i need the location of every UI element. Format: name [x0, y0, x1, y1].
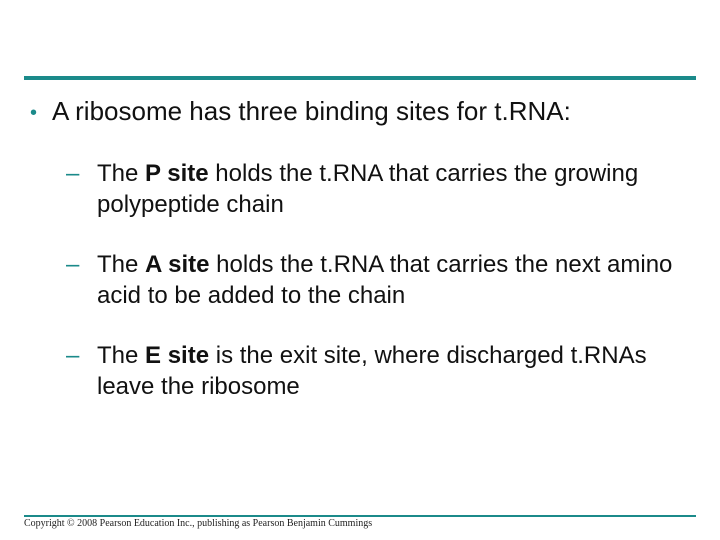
sub-bullet-e-site: [66, 340, 706, 402]
copyright-notice: Copyright © 2008 Pearson Education Inc., publishing as Pearson Benjamin Cummings: [24, 518, 373, 529]
sub-bullet-text: is the exit site, where discharged t.RNAs leave the ribosome: [97, 342, 647, 400]
dash-icon: –: [66, 342, 80, 369]
sub-bullet-term: P site: [145, 160, 209, 187]
sub-bullet-prefix: The: [97, 342, 146, 369]
sub-bullet-prefix: The: [97, 160, 146, 187]
sub-bullet-term: E site: [145, 342, 210, 369]
dash-icon: –: [66, 160, 80, 187]
bottom-divider-line: [24, 515, 696, 517]
sub-bullet-a-site: [66, 249, 706, 311]
sub-bullet-list: [66, 158, 706, 431]
dash-icon: –: [66, 251, 80, 278]
sub-bullet-term: A site: [145, 251, 210, 278]
main-bullet-text: A ribosome has three binding sites for t.RNA:: [52, 96, 571, 126]
main-bullet: [30, 96, 680, 127]
bullet-icon: •: [30, 102, 38, 124]
sub-bullet-text: holds the t.RNA that carries the next amino acid to be added to the chain: [97, 251, 673, 309]
sub-bullet-text: holds the t.RNA that carries the growing polypeptide chain: [97, 160, 639, 218]
sub-bullet-p-site: [66, 158, 706, 220]
top-divider-line: [24, 76, 696, 80]
sub-bullet-prefix: The: [97, 251, 146, 278]
